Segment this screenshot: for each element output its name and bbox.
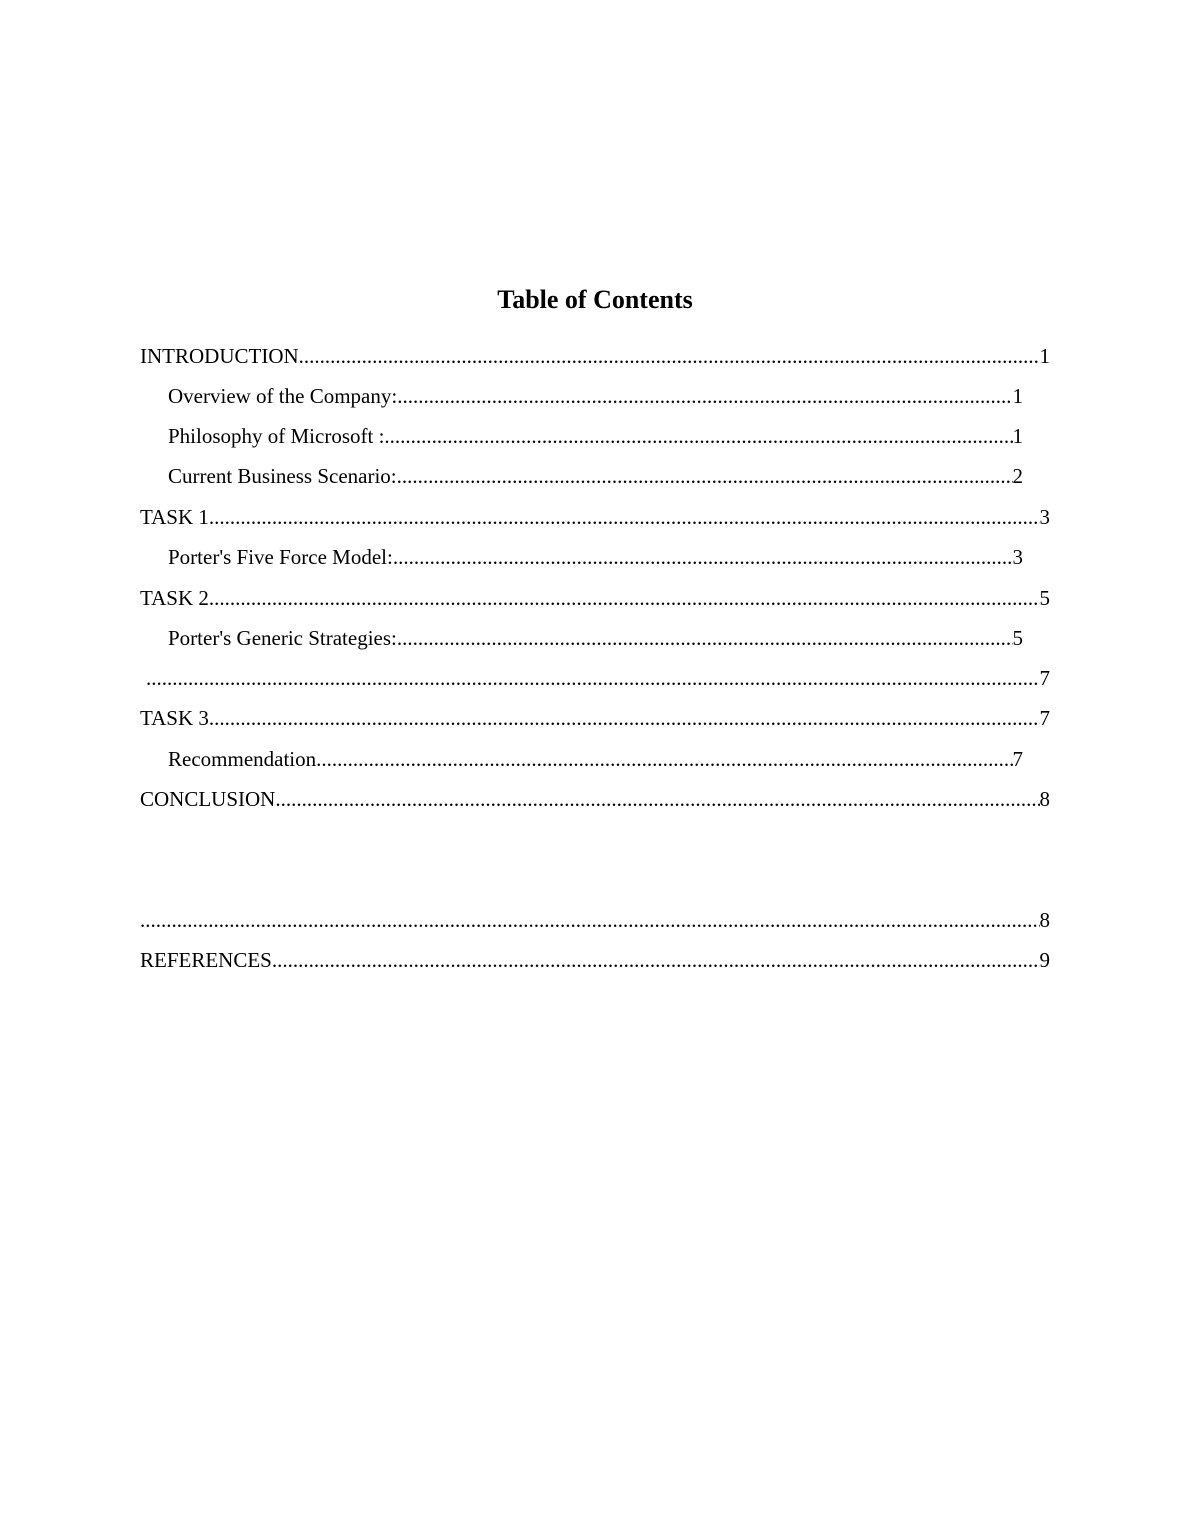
toc-entry-label: Overview of the Company: [168,384,398,408]
toc-entry-task-3[interactable] [140,698,1050,738]
toc-entry-page-number: 3 [1012,545,1023,569]
toc-entry-page-number: 2 [1012,464,1023,488]
dot-leader [140,900,1040,940]
toc-entry-label: Porter's Five Force Model: [168,545,393,569]
toc-entry-label: Recommendation [168,747,317,771]
toc-entry-label: TASK 1 [140,505,209,529]
toc-entry-introduction[interactable] [140,336,1050,376]
toc-entry-label: Porter's Generic Strategies: [168,626,397,650]
toc-entry-recommendation[interactable] [168,739,1023,779]
toc-entry-untitled[interactable] [140,900,1050,940]
toc-entry-page-number: 9 [1039,948,1050,972]
toc-entry-page-number: 1 [1039,344,1050,368]
toc-entry-label: TASK 2 [140,586,209,610]
toc-entry-page-number: 1 [1012,384,1023,408]
dot-leader [209,578,1040,618]
dot-leader [146,658,1040,698]
toc-entry-task-2[interactable] [140,578,1050,618]
toc-entry-references[interactable] [140,940,1050,980]
toc-entry-overview-of-the-company[interactable] [168,376,1023,416]
toc-entry-page-number: 5 [1039,586,1050,610]
dot-leader [209,698,1040,738]
dot-leader [316,739,1012,779]
dot-leader [384,416,1012,456]
toc-entry-page-number: 5 [1012,626,1023,650]
dot-leader [397,456,1013,496]
dot-leader [299,336,1040,376]
toc-entry-page-number: 7 [1039,706,1050,730]
toc-entry-label: Philosophy of Microsoft : [168,424,385,448]
toc-entry-page-number: 8 [1039,908,1050,932]
dot-leader [275,779,1039,819]
toc-entry-label: INTRODUCTION [140,344,299,368]
toc-entry-philosophy-of-microsoft[interactable] [168,416,1023,456]
toc-entry-label: REFERENCES [140,948,272,972]
toc-entry-page-number: 8 [1039,787,1050,811]
dot-leader [397,618,1013,658]
toc-entry-label: TASK 3 [140,706,209,730]
dot-leader [272,940,1040,980]
toc-entry-untitled[interactable] [140,658,1050,698]
dot-leader [209,497,1040,537]
toc-entry-current-business-scenario[interactable] [168,456,1023,496]
toc-entry-porters-five-force-model[interactable] [168,537,1023,577]
toc-entry-label: Current Business Scenario: [168,464,397,488]
toc-title: Table of Contents [497,285,693,314]
toc-entry-label: CONCLUSION [140,787,276,811]
toc-entry-task-1[interactable] [140,497,1050,537]
toc-entry-page-number: 7 [1039,666,1050,690]
toc-entry-conclusion[interactable] [140,779,1050,819]
toc-entry-page-number: 1 [1012,424,1023,448]
dot-leader [393,537,1013,577]
toc-entry-page-number: 3 [1039,505,1050,529]
toc-entry-porters-generic-strategies[interactable] [168,618,1023,658]
dot-leader [397,376,1012,416]
toc-entry-page-number: 7 [1012,747,1023,771]
